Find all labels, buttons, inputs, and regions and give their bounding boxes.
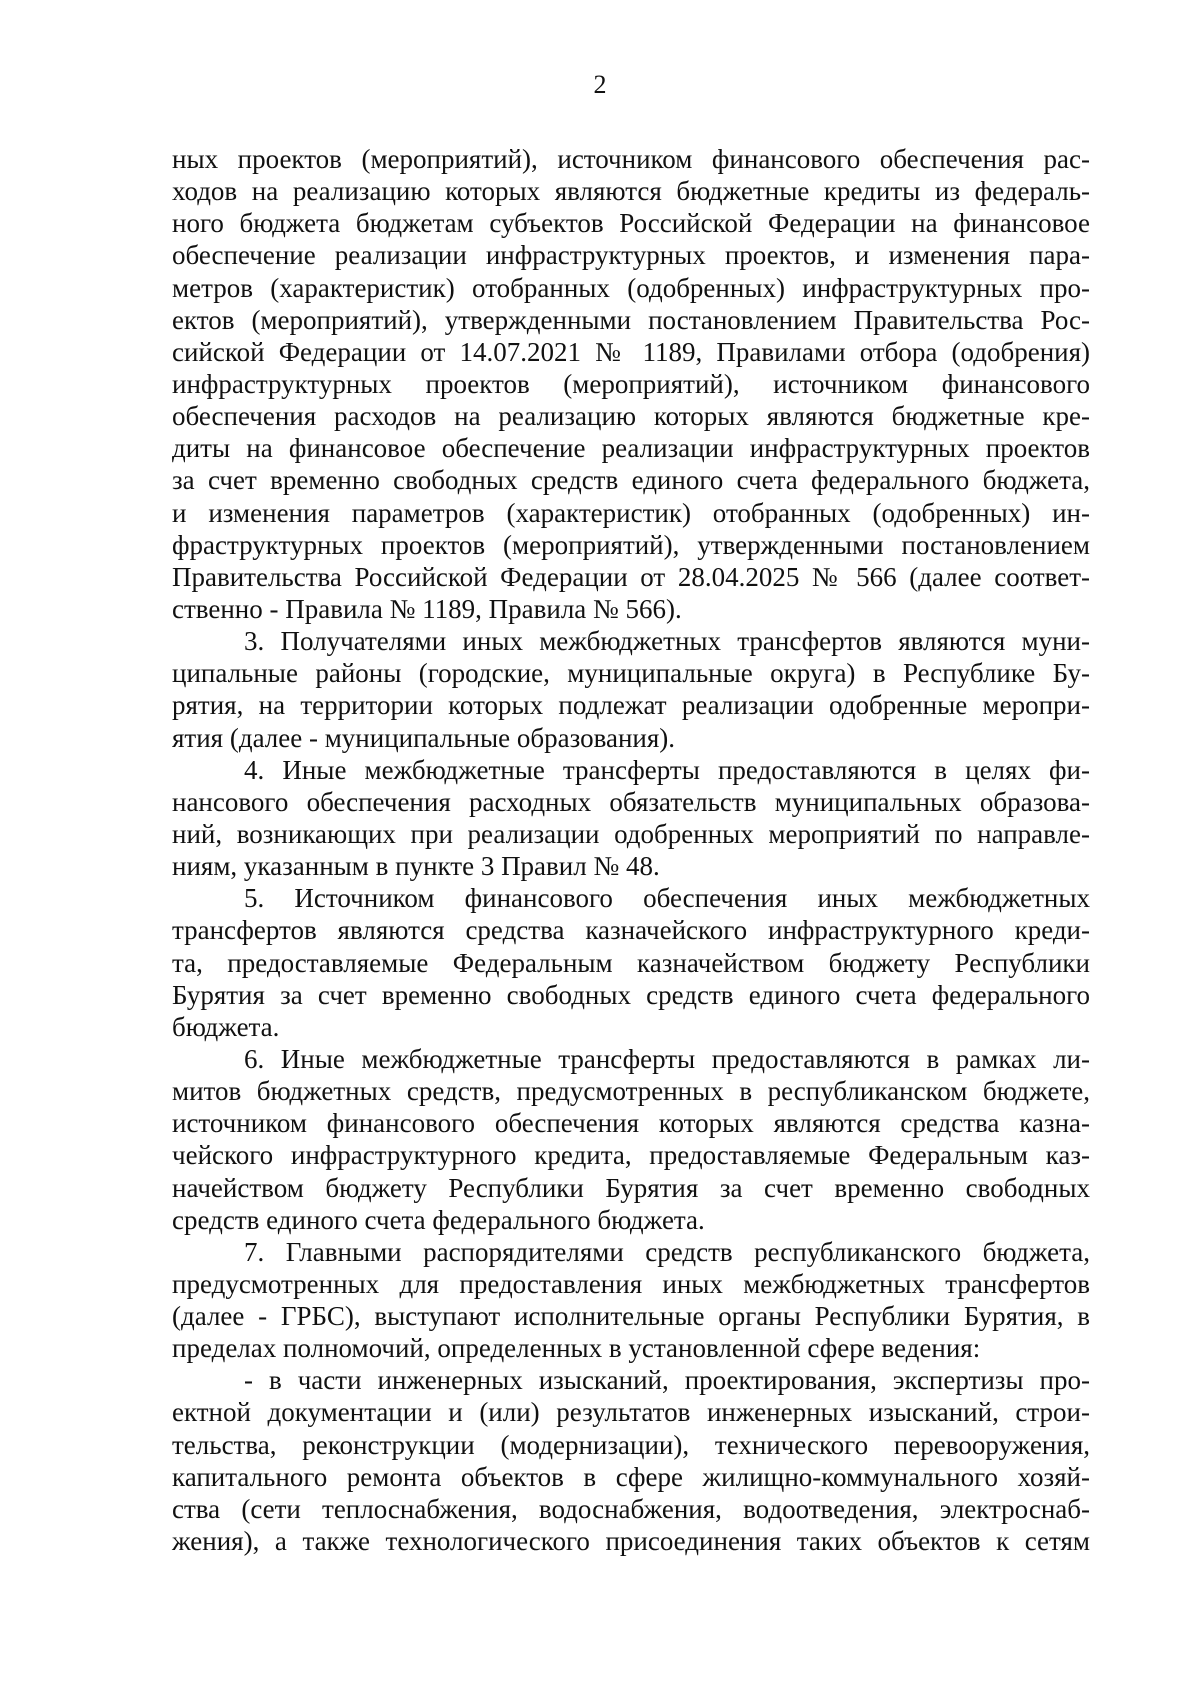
text-line: 4. Иные межбюджетные трансферты предоставляются в целях фи- bbox=[244, 754, 1090, 785]
text-line: митов бюджетных средств, предусмотренных в республиканском бюджете, bbox=[172, 1076, 1090, 1107]
text-line: ного бюджета бюджетам субъектов Российской Федерации на финансовое bbox=[172, 208, 1090, 239]
text-line: ятия (далее - муниципальные образования). bbox=[172, 722, 676, 753]
text-line: средств единого счета федерального бюджета. bbox=[172, 1204, 705, 1235]
text-line: (далее - ГРБС), выступают исполнительные органы Республики Бурятия, в bbox=[172, 1301, 1090, 1332]
text-line: 7. Главными распорядителями средств республиканского бюджета, bbox=[244, 1236, 1090, 1267]
text-line: 6. Иные межбюджетные трансферты предоставляются в рамках ли- bbox=[244, 1043, 1090, 1074]
text-line: капитального ремонта объектов в сфере жилищно-коммунального хозяй- bbox=[172, 1461, 1090, 1492]
text-line: Бурятия за счет временно свободных средств единого счета федерального bbox=[172, 979, 1090, 1010]
text-line: ственно - Правила № 1189, Правила № 566). bbox=[172, 593, 682, 624]
document-body bbox=[172, 143, 1090, 1557]
page-number: 2 bbox=[593, 70, 607, 99]
text-line: нансового обеспечения расходных обязательств муниципальных образова- bbox=[172, 786, 1090, 817]
text-line: инфраструктурных проектов (мероприятий), источником финансового bbox=[172, 368, 1090, 399]
text-line: ципальные районы (городские, муниципальные округа) в Республике Бу- bbox=[172, 658, 1090, 689]
text-line: ектов (мероприятий), утвержденными постановлением Правительства Рос- bbox=[172, 304, 1090, 335]
text-line: сийской Федерации от 14.07.2021 № 1189, Правилами отбора (одобрения) bbox=[172, 336, 1090, 367]
text-line: диты на финансовое обеспечение реализации инфраструктурных проектов bbox=[172, 433, 1090, 464]
text-line: ниям, указанным в пункте 3 Правил № 48. bbox=[172, 851, 660, 882]
text-line: ний, возникающих при реализации одобренных мероприятий по направле- bbox=[172, 818, 1090, 849]
text-line: рятия, на территории которых подлежат реализации одобренные меропри- bbox=[172, 690, 1090, 721]
text-line: предусмотренных для предоставления иных межбюджетных трансфертов bbox=[172, 1268, 1090, 1299]
text-line: ектной документации и (или) результатов инженерных изысканий, строи- bbox=[172, 1397, 1090, 1428]
text-line: начейством бюджету Республики Бурятия за счет временно свободных bbox=[172, 1172, 1090, 1203]
text-line: тельства, реконструкции (модернизации), технического перевооружения, bbox=[172, 1429, 1090, 1460]
text-line: - в части инженерных изысканий, проектирования, экспертизы про- bbox=[244, 1365, 1090, 1396]
text-line: ходов на реализацию которых являются бюджетные кредиты из федераль- bbox=[172, 176, 1090, 207]
text-line: ных проектов (мероприятий), источником финансового обеспечения рас- bbox=[172, 144, 1090, 174]
text-line: жения), а также технологического присоединения таких объектов к сетям bbox=[172, 1526, 1090, 1557]
text-line: метров (характеристик) отобранных (одобренных) инфраструктурных про- bbox=[172, 272, 1090, 303]
text-line: чейского инфраструктурного кредита, предоставляемые Федеральным каз- bbox=[172, 1140, 1090, 1171]
text-line: 3. Получателями иных межбюджетных трансфертов являются муни- bbox=[244, 626, 1090, 657]
text-line: обеспечения расходов на реализацию которых являются бюджетные кре- bbox=[172, 401, 1090, 432]
text-line: трансфертов являются средства казначейского инфраструктурного креди- bbox=[172, 915, 1090, 946]
text-line: пределах полномочий, определенных в установленной сфере ведения: bbox=[172, 1333, 981, 1364]
text-line: 5. Источником финансового обеспечения иных межбюджетных bbox=[244, 883, 1090, 914]
text-line: Правительства Российской Федерации от 28.04.2025 № 566 (далее соответ- bbox=[172, 561, 1090, 592]
text-line: бюджета. bbox=[172, 1011, 280, 1042]
text-line: за счет временно свободных средств единого счета федерального бюджета, bbox=[172, 465, 1090, 496]
text-line: фраструктурных проектов (мероприятий), утвержденными постановлением bbox=[172, 529, 1090, 560]
text-line: та, предоставляемые Федеральным казначейством бюджету Республики bbox=[172, 947, 1090, 978]
text-line: и изменения параметров (характеристик) отобранных (одобренных) ин- bbox=[172, 497, 1090, 528]
text-line: источником финансового обеспечения которых являются средства казна- bbox=[172, 1108, 1090, 1139]
text-line: ства (сети теплоснабжения, водоснабжения, водоотведения, электроснаб- bbox=[172, 1493, 1090, 1524]
text-line: обеспечение реализации инфраструктурных проектов, и изменения пара- bbox=[172, 240, 1090, 271]
